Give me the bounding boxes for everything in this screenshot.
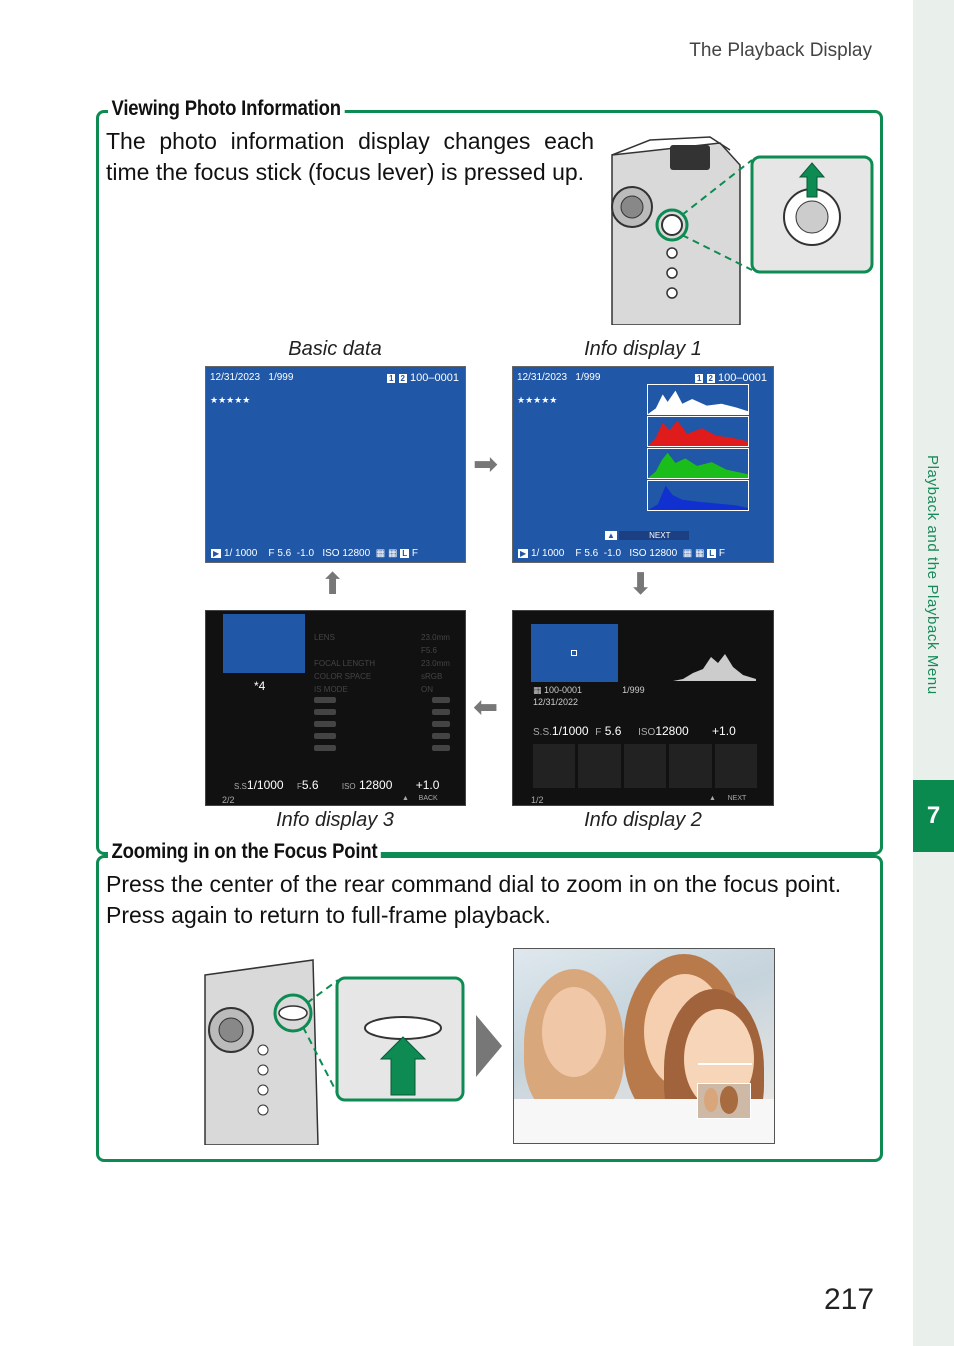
play-icon: ▶ — [213, 549, 220, 558]
viewing-info-title: Viewing Photo Information — [108, 97, 344, 121]
page-number: 217 — [824, 1283, 875, 1316]
shutter-label: 1/ 1000 — [223, 548, 258, 559]
marker-label: *4 — [254, 679, 266, 693]
caption-info-display-1: Info display 1 — [584, 338, 702, 360]
caption-info-display-3: Info display 3 — [276, 809, 394, 831]
aperture-label: 5.6 — [277, 548, 292, 559]
rating-stars: ★★★★★ — [517, 395, 558, 405]
histogram-luminance — [647, 384, 749, 415]
arrow-up-icon: ⬆ — [320, 568, 346, 601]
file-label: 100–0001 — [718, 372, 767, 384]
viewing-info-text: The photo information display changes each time the focus stick (focus lever) is pressed up. — [106, 128, 594, 185]
zoom-navigator — [697, 1083, 751, 1119]
slot-2-icon: 2 — [708, 374, 713, 383]
camera-rear-dial-illustration — [203, 955, 468, 1145]
exposure-summary: S.S1/1000 F5.6 ISO 12800 +1.0 — [234, 778, 440, 792]
up-icon: ▲ — [607, 531, 615, 540]
slot-1-icon: 1 — [697, 374, 702, 383]
ev-label: -1.0 — [296, 548, 315, 559]
chapter-number: 7 — [913, 780, 954, 852]
quality-label: F — [411, 548, 418, 559]
iso-label: 12800 — [649, 548, 678, 559]
settings-grid — [533, 744, 757, 788]
frame-label: 1/999 — [575, 372, 601, 383]
thumbnail — [223, 614, 305, 673]
histogram-mini — [673, 651, 756, 681]
aperture-label: 5.6 — [584, 548, 599, 559]
screen-info-display-1: 12/31/2023 1/999 1 2 100–0001 ★★★★★ ▲ NEXT ▶ 1/ 1000 F 5.6 -1.0 ISO 12800 ▦ ▦ L F — [512, 366, 774, 563]
screen-info-display-2 — [512, 610, 774, 806]
file-label: 100–0001 — [410, 372, 459, 384]
zoomed-photo — [513, 948, 775, 1144]
arrow-down-icon: ⬇ — [628, 568, 654, 601]
quality-label: F — [718, 548, 725, 559]
next-hint: ▲ NEXT — [605, 531, 689, 540]
histogram-blue — [647, 480, 749, 511]
ev-label: -1.0 — [603, 548, 622, 559]
arrow-right-triangle-icon — [476, 1015, 502, 1077]
caption-basic-data: Basic data — [288, 338, 382, 360]
arrow-left-icon: ⬅ — [473, 691, 499, 724]
file-info: ▦ 100-0001 1/999 — [533, 685, 645, 695]
info-values: 23.0mm F5.6 23.0mm sRGB ON — [421, 633, 450, 694]
play-icon: ▶ — [520, 549, 527, 558]
caption-info-display-2: Info display 2 — [584, 809, 702, 831]
date-label: 12/31/2023 — [210, 372, 261, 383]
page-indicator: 2/2 — [222, 795, 235, 805]
back-hint: ▲ BACK — [402, 795, 438, 802]
size-icon: L — [709, 549, 715, 558]
histogram-red — [647, 416, 749, 447]
frame-label: 1/999 — [268, 372, 294, 383]
zoom-focus-text: Press the center of the rear command dial to zoom in on the focus point. Press again to return to full-frame playback. — [106, 871, 842, 928]
page-header: The Playback Display — [689, 40, 872, 61]
page-indicator: 1/2 — [531, 795, 544, 805]
info-rows: LENS FOCAL LENGTH COLOR SPACE IS MODE — [314, 633, 376, 694]
screen-basic-data: 12/31/2023 1/999 1 2 100–0001 ★★★★★ ▶ 1/ 1000 F 5.6 -1.0 ISO 12800 ▦ ▦ L F — [205, 366, 466, 563]
screen-info-display-3 — [205, 610, 466, 806]
histogram-green — [647, 448, 749, 479]
date-label: 12/31/2022 — [533, 697, 579, 707]
camera-focus-stick-illustration — [610, 135, 875, 325]
shutter-label: 1/ 1000 — [530, 548, 565, 559]
next-hint: ▲ NEXT — [709, 795, 747, 802]
size-icon: L — [402, 549, 408, 558]
thumbnail — [531, 624, 618, 682]
date-label: 12/31/2023 — [517, 372, 568, 383]
rating-stars: ★★★★★ — [210, 395, 251, 405]
side-tab-label: Playback and the Playback Menu — [924, 455, 941, 695]
exposure-summary: S.S.1/1000 F 5.6 ISO12800 +1.0 — [533, 724, 736, 738]
slot-1-icon: 1 — [389, 374, 394, 383]
slot-2-icon: 2 — [400, 374, 405, 383]
arrow-right-icon: ➡ — [473, 448, 499, 481]
iso-label: 12800 — [342, 548, 371, 559]
zoom-focus-title: Zooming in on the Focus Point — [108, 840, 381, 864]
